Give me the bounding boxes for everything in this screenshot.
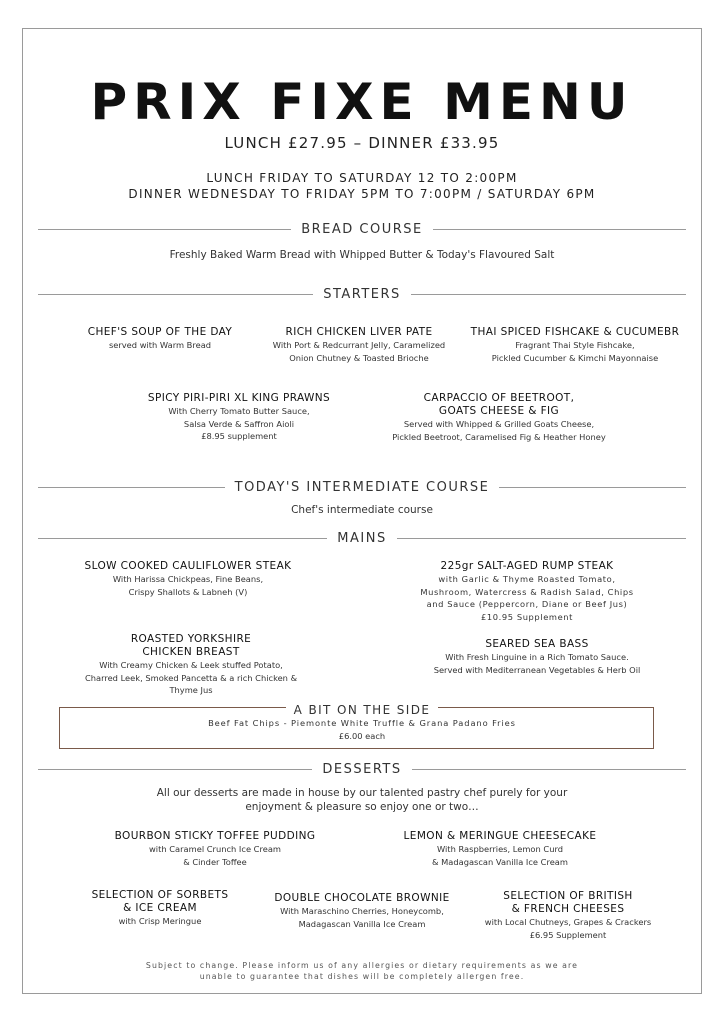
menu-hours: [0, 171, 724, 202]
dish-name: SLOW COOKED CAULIFLOWER STEAK: [84, 560, 292, 572]
intermediate-description: Chef's intermediate course: [291, 504, 433, 516]
main-item: [412, 638, 662, 676]
section-heading: BREAD COURSE: [301, 222, 423, 237]
dish-description: With Fresh Linguine in a Rich Tomato Sauce. Served with Mediterranean Vegetables & Herb Oil: [433, 652, 641, 675]
dish-name: SELECTION OF BRITISH & FRENCH CHEESES: [503, 890, 633, 915]
dish-description: with Local Chutneys, Grapes & Crackers £6.95 Supplement: [484, 917, 652, 940]
side-price: £6.00 each: [338, 731, 386, 741]
dinner-hours: DINNER WEDNESDAY TO FRIDAY 5PM TO 7:00PM / SATURDAY 6PM: [128, 186, 596, 201]
menu-prices: LUNCH £27.95 – DINNER £33.95: [224, 134, 500, 152]
section-heading: DESSERTS: [322, 762, 402, 777]
dish-description: with Crisp Meringue: [118, 916, 202, 926]
starter-item: [244, 326, 474, 364]
section-desserts: [38, 762, 686, 777]
bread-description: Freshly Baked Warm Bread with Whipped Butter & Today's Flavoured Salt: [169, 249, 555, 261]
dessert-item: [380, 830, 620, 868]
section-heading: MAINS: [337, 531, 387, 546]
dish-name: CHEF'S SOUP OF THE DAY: [87, 326, 233, 338]
main-item: [68, 560, 308, 598]
divider: [38, 769, 312, 770]
divider: [38, 229, 291, 230]
divider: [38, 487, 225, 488]
lunch-hours: LUNCH FRIDAY TO SATURDAY 12 TO 2:00PM: [206, 171, 518, 185]
dish-name: CARPACCIO OF BEETROOT, GOATS CHEESE & FIG: [423, 392, 575, 417]
section-starters: [38, 287, 686, 302]
dish-name: 225gr SALT-AGED RUMP STEAK: [440, 560, 614, 572]
dish-description: Fragrant Thai Style Fishcake, Pickled Cucumber & Kimchi Mayonnaise: [491, 340, 659, 363]
section-bread: [38, 222, 686, 237]
divider: [412, 769, 686, 770]
divider: [433, 229, 686, 230]
dish-description: With Creamy Chicken & Leek stuffed Potato, Charred Leek, Smoked Pancetta & a rich Chicken & Thyme Jus: [84, 660, 298, 695]
dish-description: With Harissa Chickpeas, Fine Beans, Crispy Shallots & Labneh (V): [112, 574, 264, 597]
dish-name: SELECTION OF SORBETS & ICE CREAM: [91, 889, 229, 914]
dish-name: BOURBON STICKY TOFFEE PUDDING: [114, 830, 316, 842]
side-description: Beef Fat Chips - Piemonte White Truffle & Grana Padano Fries: [208, 718, 516, 728]
dish-description: With Port & Redcurrant Jelly, Caramelized Onion Chutney & Toasted Brioche: [272, 340, 446, 363]
starter-item: [364, 392, 634, 443]
side-heading-wrap: [0, 699, 724, 718]
dessert-item: [95, 830, 335, 868]
dish-description: Served with Whipped & Grilled Goats Cheese, Pickled Beetroot, Caramelised Fig & Heather Honey: [392, 419, 606, 442]
dish-name: SPICY PIRI-PIRI XL KING PRAWNS: [147, 392, 331, 404]
page-title: PRIX FIXE MENU: [90, 73, 634, 131]
divider: [499, 487, 686, 488]
dish-name: DOUBLE CHOCOLATE BROWNIE: [274, 892, 450, 904]
dish-description: with Garlic & Thyme Roasted Tomato, Mushroom, Watercress & Radish Salad, Chips and Sauce (Peppercorn, Diane or Beef Jus) £10.95 Supplement: [420, 574, 634, 622]
starter-item: [455, 326, 695, 364]
section-heading: A BIT ON THE SIDE: [286, 703, 439, 717]
dish-description: With Maraschino Cherries, Honeycomb, Madagascan Vanilla Ice Cream: [280, 906, 444, 929]
divider: [411, 294, 686, 295]
starter-item: [55, 326, 265, 352]
dessert-item: [65, 889, 255, 928]
dish-description: With Raspberries, Lemon Curd & Madagascan Vanilla Ice Cream: [432, 844, 568, 867]
dish-name: LEMON & MERINGUE CHEESECAKE: [403, 830, 597, 842]
dish-name: THAI SPICED FISHCAKE & CUCUMEBR: [470, 326, 680, 338]
main-item: [66, 633, 316, 697]
divider: [38, 294, 313, 295]
dish-name: SEARED SEA BASS: [485, 638, 589, 650]
dish-name: RICH CHICKEN LIVER PATE: [285, 326, 433, 338]
divider: [38, 538, 327, 539]
section-heading: TODAY'S INTERMEDIATE COURSE: [234, 480, 490, 495]
dish-name: ROASTED YORKSHIRE CHICKEN BREAST: [130, 633, 252, 658]
main-item: [402, 560, 652, 623]
dish-description: served with Warm Bread: [108, 340, 212, 350]
dessert-item: [468, 890, 668, 941]
dessert-item: [262, 892, 462, 930]
starter-item: [124, 392, 354, 443]
dish-description: with Caramel Crunch Ice Cream & Cinder Toffee: [149, 844, 281, 867]
section-intermediate: [38, 480, 686, 495]
allergy-notice: Subject to change. Please inform us of any allergies or dietary requirements as we are unable to guarantee that dishes will be completely allergen free.: [145, 961, 579, 981]
section-mains: [38, 531, 686, 546]
section-heading: STARTERS: [323, 287, 401, 302]
dish-description: With Cherry Tomato Butter Sauce, Salsa Verde & Saffron Aioli £8.95 supplement: [168, 406, 310, 441]
divider: [397, 538, 686, 539]
desserts-intro: All our desserts are made in house by our talented pastry chef purely for your enjoyment & pleasure so enjoy one or two…: [156, 787, 568, 813]
